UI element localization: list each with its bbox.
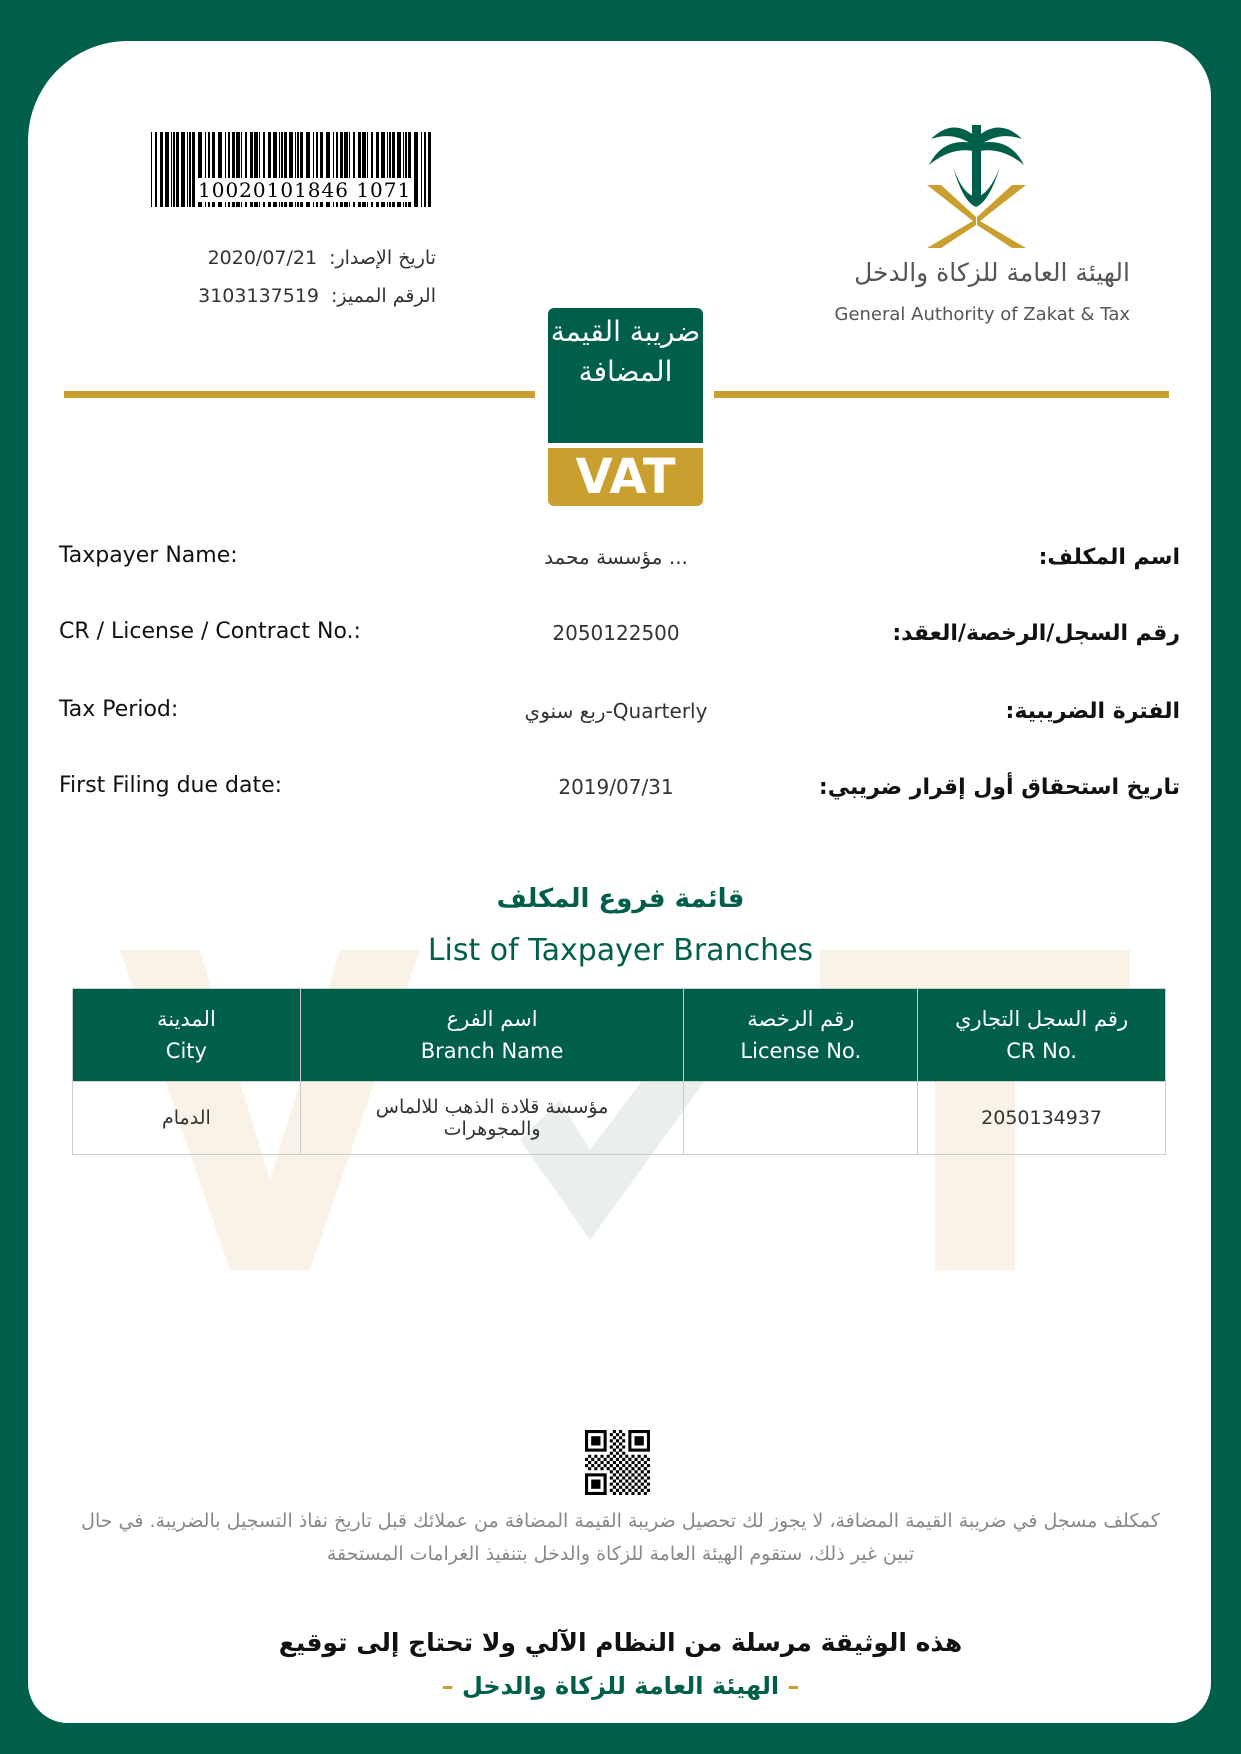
disclaimer-text: كمكلف مسجل في ضريبة القيمة المضافة، لا يجوز لك تحصيل ضريبة القيمة المضافة من عملائك قبل تاريخ نفاذ التسجيل بالضريبة. في حال تبين غير ذلك، ستقوم الهيئة العامة للزكاة والدخل بتنفيذ الغرامات المستحقة [81, 1510, 1160, 1565]
signature-line: – الهيئة العامة للزكاة والدخل – [441, 1672, 800, 1700]
vat-logo [548, 308, 703, 506]
cell-city: الدمام [73, 1082, 301, 1155]
field-value: ربع سنوي-Quarterly [524, 699, 708, 723]
field-label-ar: رقم السجل/الرخصة/العقد: [892, 621, 1180, 646]
field-label-en: Tax Period: [59, 697, 179, 722]
header-license-no: رقم الرخصة License No. [684, 989, 918, 1082]
branches-title-ar: قائمة فروع المكلف [496, 884, 745, 914]
field-label-ar: الفترة الضريبية: [1005, 699, 1180, 724]
cell-license-no [684, 1082, 918, 1155]
header-city: المدينة City [73, 989, 301, 1082]
branches-title-en: List of Taxpayer Branches [427, 933, 814, 968]
barcode-number: 10020101846 1071 [198, 178, 412, 202]
field-label-en: First Filing due date: [59, 773, 283, 798]
field-label-ar: تاريخ استحقاق أول إقرار ضريبي: [818, 775, 1180, 800]
unique-number-value: 3103137519 [198, 285, 320, 307]
org-name-ar: الهيئة العامة للزكاة والدخل [854, 258, 1130, 287]
field-label-en: CR / License / Contract No.: [59, 619, 361, 644]
issue-date [196, 247, 436, 269]
field-label-en: Taxpayer Name: [59, 543, 238, 568]
field-value: 2050122500 [552, 621, 680, 645]
issue-date-label: تاريخ الإصدار: [329, 247, 436, 269]
cell-branch-name: مؤسسة قلادة الذهب للالماس والمجوهرات [300, 1082, 684, 1155]
org-name-en: General Authority of Zakat & Tax [834, 304, 1130, 325]
gold-divider-left [64, 391, 535, 398]
field-value: 2019/07/31 [558, 775, 674, 799]
branches-table [72, 988, 1166, 1155]
auto-generated-note: هذه الوثيقة مرسلة من النظام الآلي ولا تحتاج إلى توقيع [278, 1628, 963, 1657]
header-cr-no: رقم السجل التجاري CR No. [918, 989, 1166, 1082]
gold-divider-right [714, 391, 1169, 398]
vat-logo-arabic: ضريبة القيمة المضافة [548, 308, 703, 443]
header-branch-name: اسم الفرع Branch Name [300, 989, 684, 1082]
signature-text: الهيئة العامة للزكاة والدخل [461, 1672, 780, 1700]
field-label-ar: اسم المكلف: [1038, 545, 1180, 570]
qr-code [585, 1430, 650, 1495]
cell-cr-no: 2050134937 [918, 1082, 1166, 1155]
vat-logo-english: VAT [548, 448, 703, 506]
field-value: مؤسسة محمد ... [544, 545, 688, 569]
unique-number-label: الرقم المميز: [331, 285, 436, 307]
zakat-palm-logo-icon [923, 117, 1030, 248]
table-header-row [73, 989, 1166, 1082]
issue-date-value: 2020/07/21 [207, 247, 318, 269]
table-row [73, 1082, 1166, 1155]
unique-number [186, 285, 436, 307]
